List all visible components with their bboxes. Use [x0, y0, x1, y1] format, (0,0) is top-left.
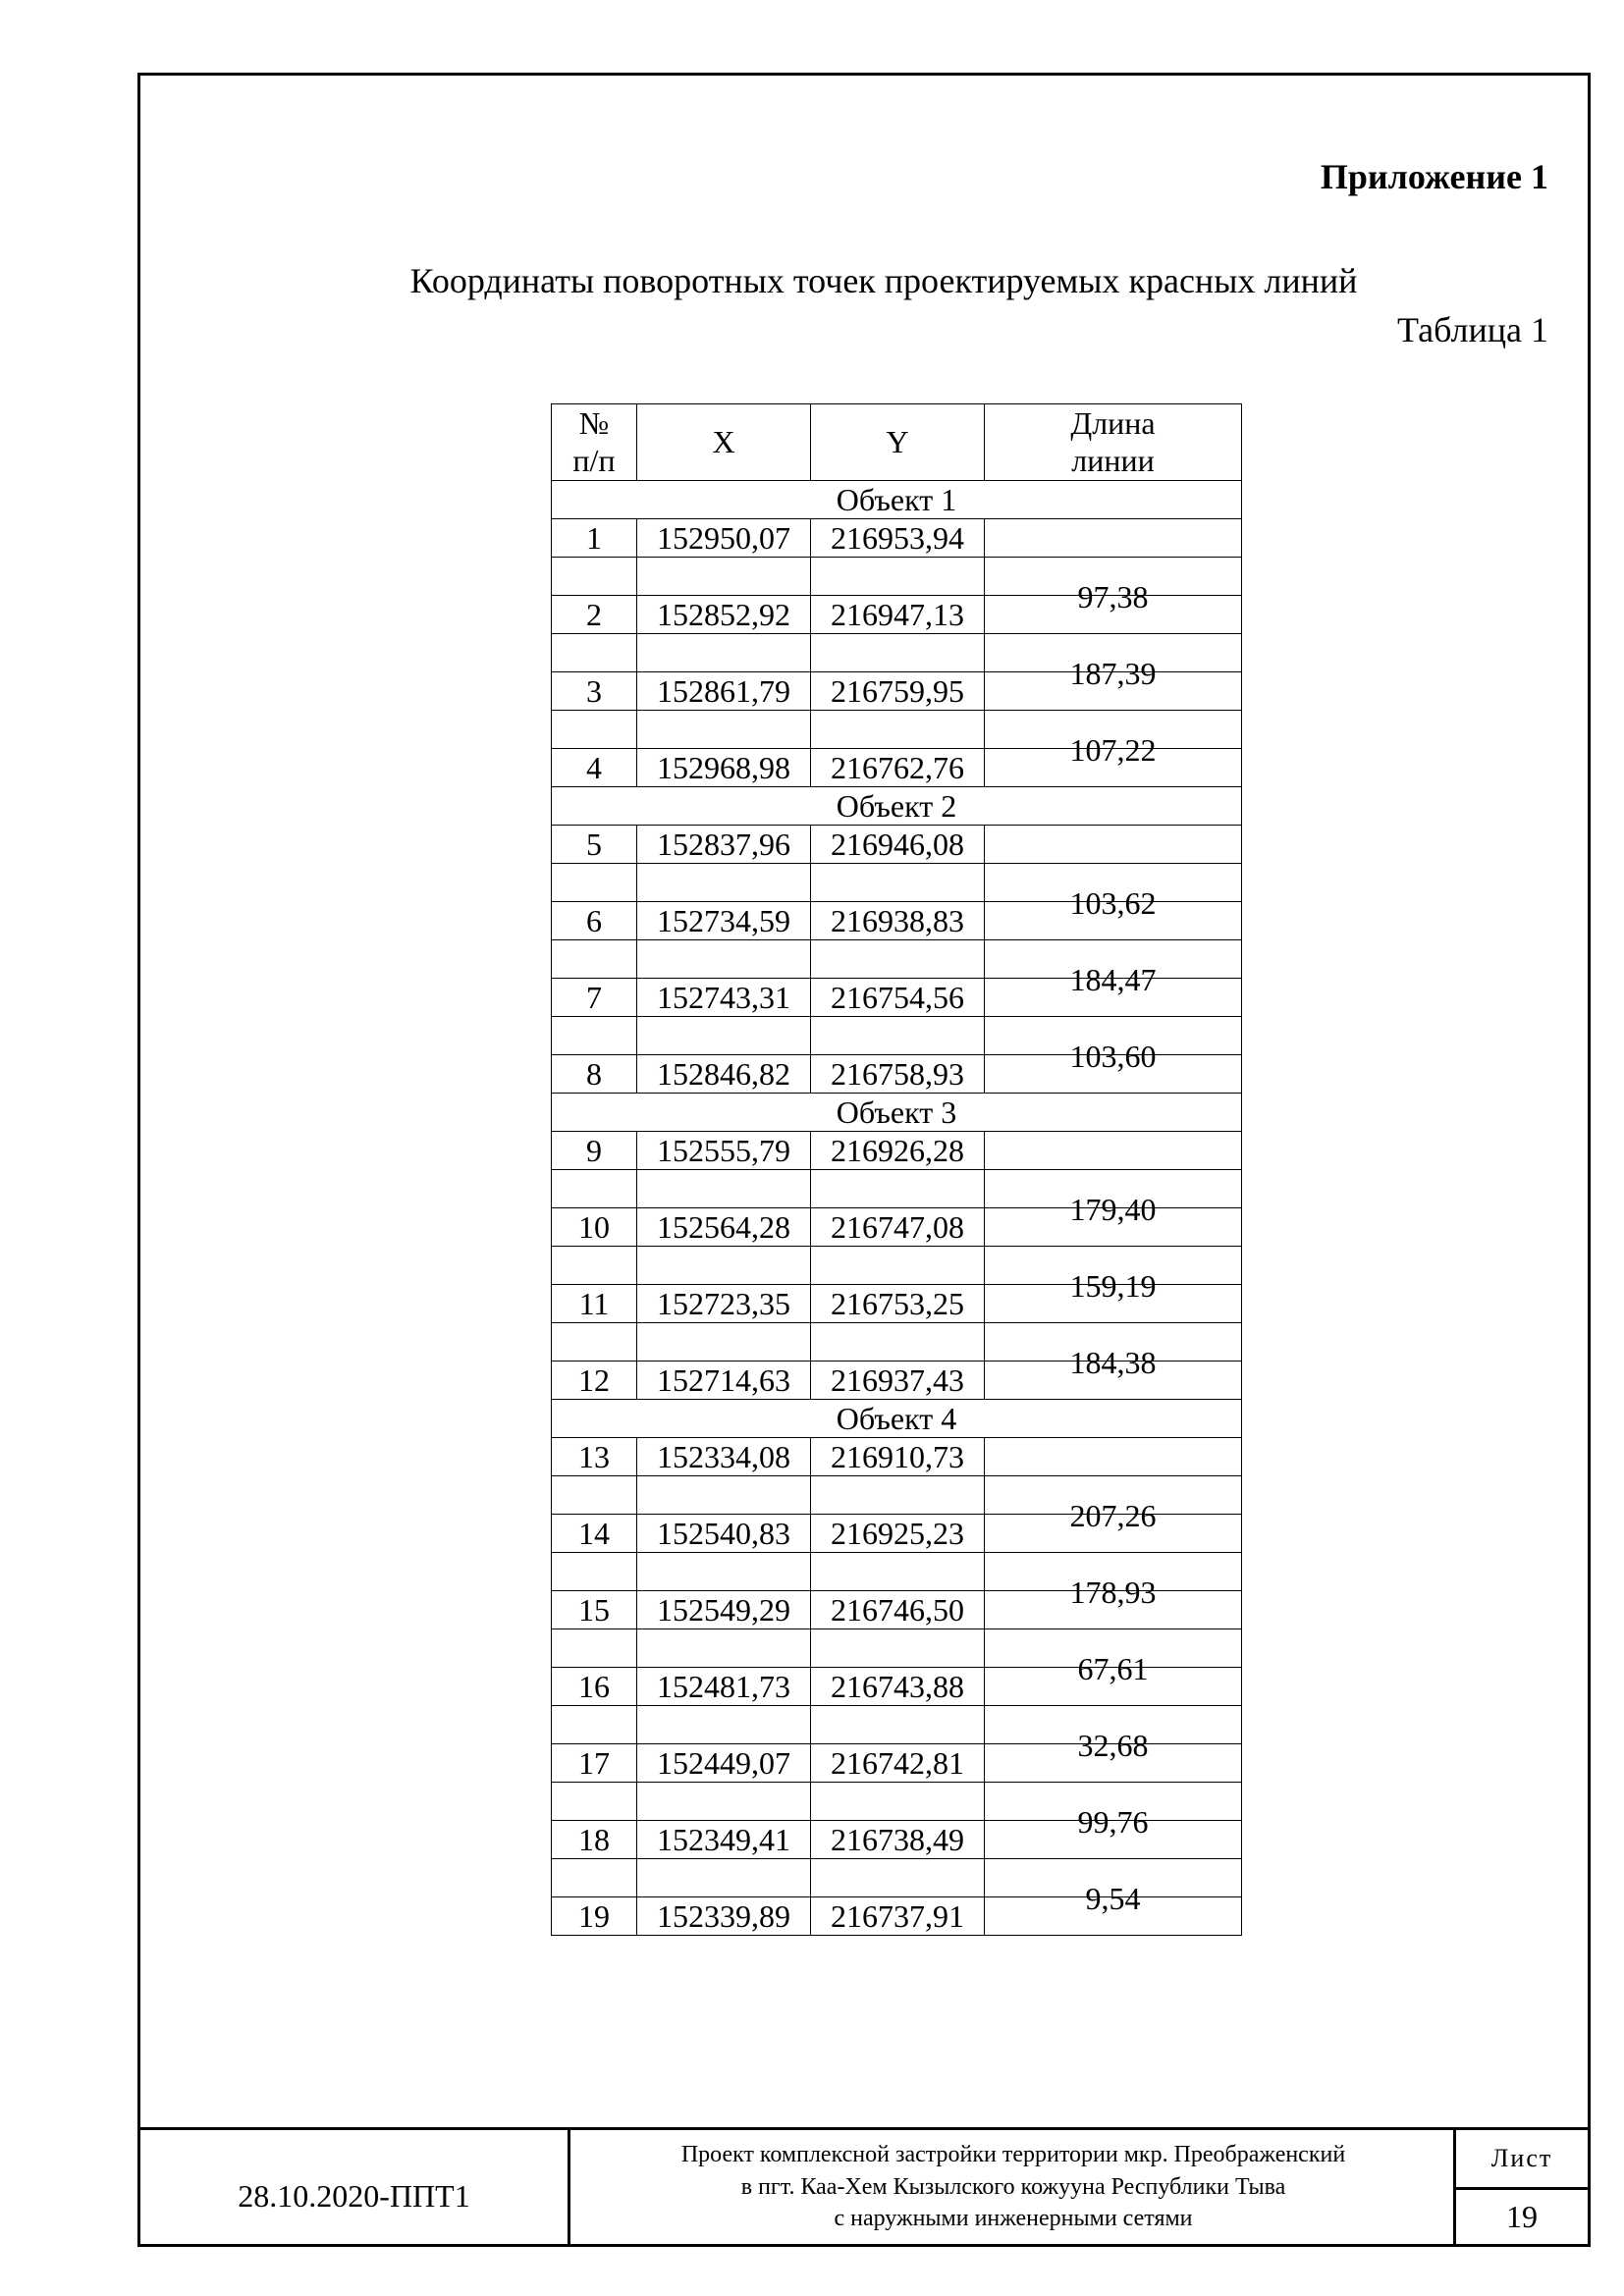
table-body — [552, 480, 1242, 1935]
point-y: 216946,08 — [811, 825, 985, 863]
point-y: 216754,56 — [811, 978, 985, 1016]
segment-length-value: 103,62 — [1069, 884, 1157, 921]
empty-length-cell — [985, 825, 1242, 863]
point-y: 216759,95 — [811, 671, 985, 710]
point-x: 152968,98 — [637, 748, 811, 786]
empty-cell — [552, 557, 637, 595]
segment-row — [552, 1246, 1242, 1284]
point-number: 18 — [552, 1820, 637, 1858]
empty-cell — [811, 939, 985, 978]
empty-length-cell — [985, 1437, 1242, 1475]
segment-length — [985, 633, 1242, 691]
point-number: 13 — [552, 1437, 637, 1475]
point-number: 19 — [552, 1896, 637, 1935]
point-x: 152564,28 — [637, 1207, 811, 1246]
empty-cell — [811, 1475, 985, 1514]
segment-length-value: 9,54 — [1085, 1880, 1141, 1916]
point-y: 216947,13 — [811, 595, 985, 633]
point-number: 9 — [552, 1131, 637, 1169]
document-title: Координаты поворотных точек проектируемых красных линий — [409, 261, 1358, 300]
point-number: 2 — [552, 595, 637, 633]
empty-cell — [552, 1322, 637, 1361]
empty-cell — [637, 1858, 811, 1896]
empty-cell — [811, 1322, 985, 1361]
segment-length-value: 67,61 — [1077, 1650, 1149, 1686]
header-length — [985, 404, 1242, 481]
empty-cell — [637, 1705, 811, 1743]
segment-row — [552, 1705, 1242, 1743]
header-x: X — [637, 404, 811, 481]
empty-cell — [552, 939, 637, 978]
point-number: 4 — [552, 748, 637, 786]
document-code: 28.10.2020-ППТ1 — [140, 2130, 570, 2244]
point-row — [552, 1437, 1242, 1475]
empty-cell — [552, 633, 637, 671]
point-row — [552, 825, 1242, 863]
object-name: Объект 4 — [552, 1399, 1242, 1437]
segment-row — [552, 1782, 1242, 1820]
segment-length-value: 178,93 — [1069, 1574, 1157, 1610]
empty-cell — [811, 1552, 985, 1590]
point-x: 152837,96 — [637, 825, 811, 863]
point-row — [552, 1131, 1242, 1169]
point-number: 16 — [552, 1667, 637, 1705]
sheet-number: 19 — [1506, 2199, 1538, 2234]
empty-cell — [552, 1705, 637, 1743]
empty-cell — [637, 1552, 811, 1590]
object-header-row — [552, 1399, 1242, 1437]
appendix-title: Приложение 1 — [1320, 157, 1548, 196]
segment-row — [552, 1552, 1242, 1590]
segment-row — [552, 1629, 1242, 1667]
segment-length-value: 159,19 — [1069, 1267, 1157, 1304]
empty-cell — [811, 557, 985, 595]
empty-cell — [637, 710, 811, 748]
project-description — [573, 2130, 1456, 2244]
point-x: 152349,41 — [637, 1820, 811, 1858]
table-header-row — [552, 404, 1242, 481]
empty-cell — [637, 1246, 811, 1284]
empty-cell — [637, 633, 811, 671]
header-number-line2: п/п — [572, 443, 616, 479]
project-description-line: Проект комплексной застройки территории мкр. Преображенский — [680, 2142, 1346, 2168]
segment-length — [985, 1169, 1242, 1227]
title-block — [140, 2127, 1588, 2244]
segment-row — [552, 1475, 1242, 1514]
point-x: 152334,08 — [637, 1437, 811, 1475]
point-x: 152861,79 — [637, 671, 811, 710]
empty-cell — [811, 633, 985, 671]
point-x: 152481,73 — [637, 1667, 811, 1705]
empty-cell — [637, 1782, 811, 1820]
empty-cell — [811, 1782, 985, 1820]
point-x: 152734,59 — [637, 901, 811, 939]
point-number: 15 — [552, 1590, 637, 1629]
point-y: 216742,81 — [811, 1743, 985, 1782]
point-number: 11 — [552, 1284, 637, 1322]
header-number — [552, 404, 637, 481]
empty-cell — [811, 1169, 985, 1207]
project-description-line: с наружными инженерными сетями — [834, 2206, 1193, 2232]
segment-length-value: 179,40 — [1069, 1191, 1157, 1227]
empty-cell — [637, 939, 811, 978]
point-x: 152950,07 — [637, 518, 811, 557]
object-name: Объект 1 — [552, 480, 1242, 518]
segment-length — [985, 939, 1242, 997]
segment-length — [985, 1475, 1242, 1533]
point-y: 216738,49 — [811, 1820, 985, 1858]
segment-row — [552, 633, 1242, 671]
segment-row — [552, 1322, 1242, 1361]
segment-row — [552, 1016, 1242, 1054]
point-y: 216925,23 — [811, 1514, 985, 1552]
segment-length-value: 184,47 — [1069, 961, 1157, 997]
empty-cell — [637, 1475, 811, 1514]
point-x: 152743,31 — [637, 978, 811, 1016]
point-x: 152714,63 — [637, 1361, 811, 1399]
empty-cell — [811, 863, 985, 901]
point-y: 216938,83 — [811, 901, 985, 939]
point-y: 216926,28 — [811, 1131, 985, 1169]
empty-cell — [811, 710, 985, 748]
point-x: 152339,89 — [637, 1896, 811, 1935]
segment-row — [552, 710, 1242, 748]
empty-cell — [552, 1016, 637, 1054]
segment-row — [552, 1169, 1242, 1207]
empty-cell — [811, 1246, 985, 1284]
header-length-line2: линии — [1071, 443, 1155, 479]
point-y: 216747,08 — [811, 1207, 985, 1246]
segment-length — [985, 863, 1242, 921]
segment-length-value: 187,39 — [1069, 655, 1157, 691]
segment-length-value: 103,60 — [1069, 1038, 1157, 1074]
segment-length — [985, 557, 1242, 614]
table-caption: Таблица 1 — [1397, 310, 1548, 349]
page-frame — [137, 73, 1591, 2247]
empty-cell — [552, 1858, 637, 1896]
empty-cell — [811, 1705, 985, 1743]
empty-cell — [552, 1246, 637, 1284]
point-number: 17 — [552, 1743, 637, 1782]
point-number: 12 — [552, 1361, 637, 1399]
segment-length-value: 207,26 — [1069, 1497, 1157, 1533]
segment-length — [985, 1552, 1242, 1610]
empty-cell — [637, 1169, 811, 1207]
segment-row — [552, 863, 1242, 901]
point-x: 152852,92 — [637, 595, 811, 633]
segment-row — [552, 1858, 1242, 1896]
segment-length — [985, 1782, 1242, 1840]
point-y: 216937,43 — [811, 1361, 985, 1399]
empty-cell — [552, 1475, 637, 1514]
empty-cell — [811, 1629, 985, 1667]
point-x: 152549,29 — [637, 1590, 811, 1629]
object-header-row — [552, 480, 1242, 518]
point-number: 6 — [552, 901, 637, 939]
point-number: 10 — [552, 1207, 637, 1246]
object-name: Объект 3 — [552, 1093, 1242, 1131]
segment-length-value: 32,68 — [1077, 1727, 1149, 1763]
segment-length-value: 99,76 — [1077, 1803, 1149, 1840]
segment-length-value: 184,38 — [1069, 1344, 1157, 1380]
header-y: Y — [811, 404, 985, 481]
point-y: 216746,50 — [811, 1590, 985, 1629]
object-header-row — [552, 1093, 1242, 1131]
object-header-row — [552, 786, 1242, 825]
segment-length — [985, 1246, 1242, 1304]
empty-cell — [637, 557, 811, 595]
point-x: 152846,82 — [637, 1054, 811, 1093]
segment-length — [985, 1016, 1242, 1074]
object-name: Объект 2 — [552, 786, 1242, 825]
header-number-line1: № — [578, 405, 610, 441]
empty-cell — [552, 863, 637, 901]
segment-row — [552, 939, 1242, 978]
segment-row — [552, 557, 1242, 595]
empty-length-cell — [985, 1131, 1242, 1169]
point-x: 152449,07 — [637, 1743, 811, 1782]
segment-length — [985, 710, 1242, 768]
point-row — [552, 518, 1242, 557]
segment-length — [985, 1858, 1242, 1916]
point-y: 216910,73 — [811, 1437, 985, 1475]
project-description-line: в пгт. Каа-Хем Кызылского кожууна Республики Тыва — [740, 2173, 1286, 2200]
empty-cell — [552, 710, 637, 748]
point-x: 152723,35 — [637, 1284, 811, 1322]
empty-cell — [637, 1629, 811, 1667]
empty-cell — [637, 1016, 811, 1054]
empty-cell — [552, 1629, 637, 1667]
empty-length-cell — [985, 518, 1242, 557]
segment-length-value: 97,38 — [1077, 578, 1149, 614]
point-x: 152540,83 — [637, 1514, 811, 1552]
coordinates-table — [551, 403, 1242, 1936]
point-number: 8 — [552, 1054, 637, 1093]
empty-cell — [637, 1322, 811, 1361]
point-number: 7 — [552, 978, 637, 1016]
empty-cell — [552, 1552, 637, 1590]
empty-cell — [552, 1782, 637, 1820]
sheet-label: Лист — [1456, 2130, 1588, 2190]
empty-cell — [811, 1858, 985, 1896]
point-y: 216753,25 — [811, 1284, 985, 1322]
point-number: 14 — [552, 1514, 637, 1552]
empty-cell — [811, 1016, 985, 1054]
point-number: 5 — [552, 825, 637, 863]
segment-length — [985, 1629, 1242, 1686]
point-y: 216762,76 — [811, 748, 985, 786]
point-y: 216737,91 — [811, 1896, 985, 1935]
point-y: 216953,94 — [811, 518, 985, 557]
empty-cell — [552, 1169, 637, 1207]
header-length-line1: Длина — [1070, 405, 1156, 441]
segment-length-value: 107,22 — [1069, 731, 1157, 768]
point-number: 3 — [552, 671, 637, 710]
point-number: 1 — [552, 518, 637, 557]
point-x: 152555,79 — [637, 1131, 811, 1169]
segment-length — [985, 1322, 1242, 1380]
point-y: 216758,93 — [811, 1054, 985, 1093]
empty-cell — [637, 863, 811, 901]
point-y: 216743,88 — [811, 1667, 985, 1705]
segment-length — [985, 1705, 1242, 1763]
